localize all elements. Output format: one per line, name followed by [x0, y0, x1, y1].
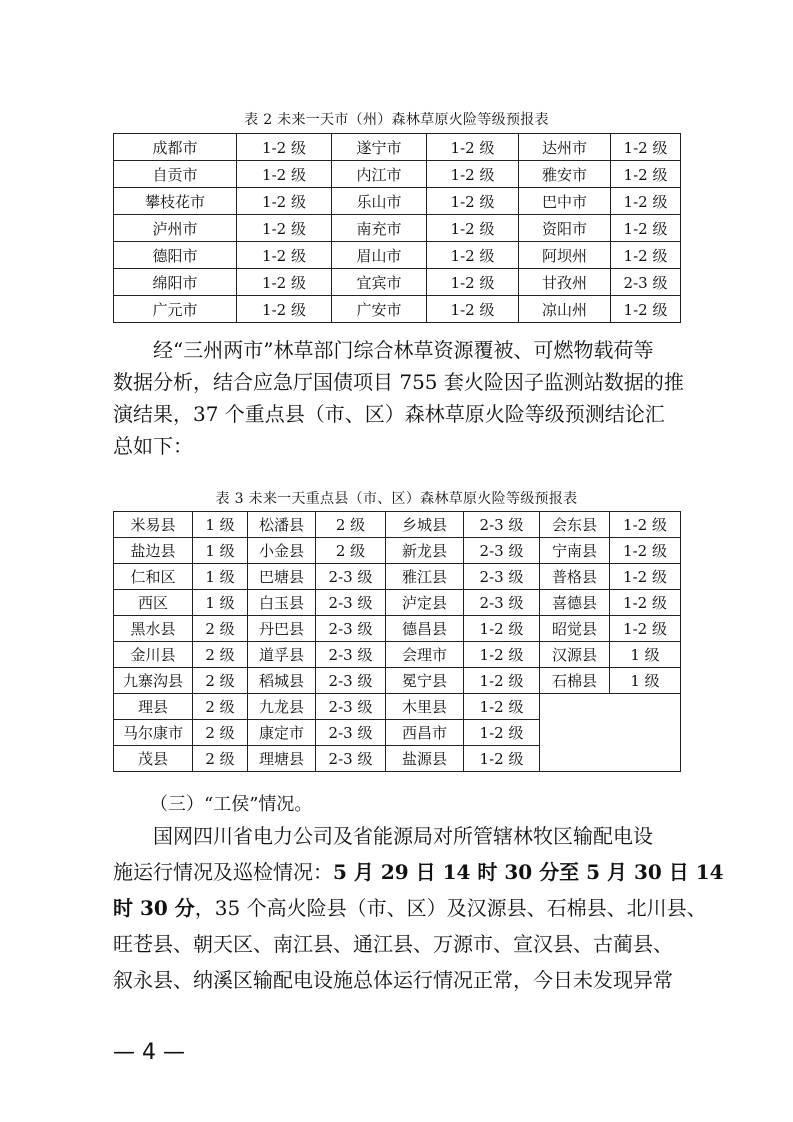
risk-level-cell: 1-2 级	[427, 215, 519, 242]
risk-level-cell: 1-2 级	[237, 188, 332, 215]
risk-level-cell: 2-3 级	[316, 694, 386, 720]
risk-level-cell: 2-3 级	[464, 564, 540, 590]
region-name-cell: 雅江县	[386, 564, 464, 590]
time-range-bold: 时 30 分	[113, 896, 195, 920]
paragraph-line: 总如下：	[113, 434, 193, 458]
risk-level-cell: 2 级	[316, 512, 386, 538]
region-name-cell: 成都市	[114, 134, 237, 161]
risk-level-cell: 2 级	[193, 746, 248, 772]
table2-caption: 表 2 未来一天市（州）森林草原火险等级预报表	[244, 112, 549, 128]
region-name-cell: 米易县	[114, 512, 193, 538]
section-heading: （三）“工侯”情况。	[150, 794, 313, 815]
region-name-cell: 资阳市	[519, 215, 611, 242]
risk-level-cell: 2-3 级	[464, 512, 540, 538]
risk-level-cell: 1-2 级	[611, 296, 681, 323]
risk-level-cell: 1-2 级	[237, 269, 332, 296]
risk-level-cell: 1-2 级	[611, 242, 681, 269]
region-name-cell: 巴塘县	[248, 564, 316, 590]
risk-level-cell: 2 级	[193, 642, 248, 668]
table3-caption: 表 3 未来一天重点县（市、区）森林草原火险等级预报表	[215, 491, 578, 507]
region-name-cell: 理县	[114, 694, 193, 720]
region-name-cell: 泸定县	[386, 590, 464, 616]
table-row	[114, 668, 681, 694]
region-name-cell: 西昌市	[386, 720, 464, 746]
region-name-cell: 九龙县	[248, 694, 316, 720]
risk-level-cell: 1-2 级	[427, 134, 519, 161]
risk-level-cell: 1-2 级	[237, 215, 332, 242]
region-name-cell: 泸州市	[114, 215, 237, 242]
region-name-cell: 盐源县	[386, 746, 464, 772]
region-name-cell: 宁南县	[540, 538, 610, 564]
region-name-cell: 南充市	[332, 215, 427, 242]
city-fire-risk-table	[113, 133, 681, 323]
table-row	[114, 134, 681, 161]
table-row	[114, 538, 681, 564]
risk-level-cell: 1-2 级	[427, 242, 519, 269]
region-name-cell: 丹巴县	[248, 616, 316, 642]
risk-level-cell: 1-2 级	[464, 668, 540, 694]
table-row	[114, 269, 681, 296]
risk-level-cell: 1-2 级	[464, 720, 540, 746]
risk-level-cell: 1-2 级	[237, 134, 332, 161]
region-name-cell: 西区	[114, 590, 193, 616]
risk-level-cell: 1-2 级	[610, 538, 681, 564]
risk-level-cell: 1-2 级	[427, 269, 519, 296]
table-row	[114, 694, 681, 720]
region-name-cell: 德阳市	[114, 242, 237, 269]
risk-level-cell: 1-2 级	[427, 161, 519, 188]
risk-level-cell: 1-2 级	[611, 188, 681, 215]
risk-level-cell: 2-3 级	[316, 720, 386, 746]
region-name-cell: 石棉县	[540, 668, 610, 694]
region-name-cell: 盐边县	[114, 538, 193, 564]
paragraph-line: 数据分析，结合应急厅国债项目 755 套火险因子监测站数据的推	[113, 370, 684, 394]
risk-level-cell: 2 级	[316, 538, 386, 564]
region-name-cell: 汉源县	[540, 642, 610, 668]
risk-level-cell: 2-3 级	[464, 590, 540, 616]
region-name-cell: 广安市	[332, 296, 427, 323]
risk-level-cell: 1-2 级	[464, 616, 540, 642]
region-name-cell: 松潘县	[248, 512, 316, 538]
region-name-cell: 绵阳市	[114, 269, 237, 296]
table-row	[114, 590, 681, 616]
region-name-cell: 内江市	[332, 161, 427, 188]
risk-level-cell: 1-2 级	[610, 564, 681, 590]
table-row	[114, 512, 681, 538]
risk-level-cell: 1-2 级	[611, 215, 681, 242]
risk-level-cell: 1 级	[610, 642, 681, 668]
risk-level-cell: 1-2 级	[427, 296, 519, 323]
region-name-cell: 巴中市	[519, 188, 611, 215]
table-row	[114, 642, 681, 668]
risk-level-cell: 2-3 级	[316, 616, 386, 642]
region-name-cell: 甘孜州	[519, 269, 611, 296]
risk-level-cell: 1-2 级	[611, 161, 681, 188]
region-name-cell: 康定市	[248, 720, 316, 746]
region-name-cell: 金川县	[114, 642, 193, 668]
paragraph-line: 国网四川省电力公司及省能源局对所管辖林牧区输配电设	[153, 824, 653, 848]
risk-level-cell: 1-2 级	[237, 296, 332, 323]
risk-level-cell: 1 级	[193, 590, 248, 616]
risk-level-cell: 2-3 级	[316, 746, 386, 772]
risk-level-cell: 1-2 级	[611, 134, 681, 161]
risk-level-cell: 1 级	[610, 668, 681, 694]
region-name-cell: 昭觉县	[540, 616, 610, 642]
region-name-cell: 冕宁县	[386, 668, 464, 694]
region-name-cell: 木里县	[386, 694, 464, 720]
paragraph-text: ，35 个高火险县（市、区）及汉源县、石棉县、北川县、	[194, 896, 707, 920]
empty-cell	[540, 694, 681, 772]
region-name-cell: 白玉县	[248, 590, 316, 616]
paragraph-text: 施运行情况及巡检情况：	[113, 860, 333, 884]
risk-level-cell: 1-2 级	[610, 590, 681, 616]
risk-level-cell: 2-3 级	[316, 668, 386, 694]
table-row	[114, 296, 681, 323]
region-name-cell: 黑水县	[114, 616, 193, 642]
table-row	[114, 215, 681, 242]
region-name-cell: 喜德县	[540, 590, 610, 616]
region-name-cell: 马尔康市	[114, 720, 193, 746]
risk-level-cell: 1-2 级	[464, 642, 540, 668]
region-name-cell: 普格县	[540, 564, 610, 590]
region-name-cell: 雅安市	[519, 161, 611, 188]
table-row	[114, 188, 681, 215]
table-row	[114, 161, 681, 188]
region-name-cell: 会理市	[386, 642, 464, 668]
risk-level-cell: 2-3 级	[316, 564, 386, 590]
region-name-cell: 广元市	[114, 296, 237, 323]
risk-level-cell: 2 级	[193, 694, 248, 720]
table-row	[114, 616, 681, 642]
region-name-cell: 德昌县	[386, 616, 464, 642]
power-facility-paragraph	[113, 818, 724, 998]
region-name-cell: 理塘县	[248, 746, 316, 772]
risk-level-cell: 2-3 级	[464, 538, 540, 564]
risk-level-cell: 2 级	[193, 668, 248, 694]
region-name-cell: 九寨沟县	[114, 668, 193, 694]
paragraph-line: 叙永县、纳溪区输配电设施总体运行情况正常，今日未发现异常	[113, 968, 673, 992]
risk-level-cell: 1 级	[193, 564, 248, 590]
region-name-cell: 眉山市	[332, 242, 427, 269]
region-name-cell: 茂县	[114, 746, 193, 772]
risk-level-cell: 1-2 级	[610, 616, 681, 642]
paragraph-line: 旺苍县、朝天区、南江县、通江县、万源市、宣汉县、古蔺县、	[113, 932, 673, 956]
page-number: — 4 —	[113, 1040, 185, 1065]
region-name-cell: 达州市	[519, 134, 611, 161]
region-name-cell: 乡城县	[386, 512, 464, 538]
risk-level-cell: 2 级	[193, 616, 248, 642]
risk-level-cell: 2-3 级	[316, 590, 386, 616]
risk-level-cell: 1-2 级	[237, 161, 332, 188]
region-name-cell: 新龙县	[386, 538, 464, 564]
risk-level-cell: 1-2 级	[427, 188, 519, 215]
table-row	[114, 242, 681, 269]
county-fire-risk-table	[113, 511, 681, 772]
risk-level-cell: 1-2 级	[464, 746, 540, 772]
time-range-bold: 5 月 29 日 14 时 30 分至 5 月 30 日 14	[333, 860, 724, 884]
analysis-paragraph	[113, 334, 684, 462]
region-name-cell: 小金县	[248, 538, 316, 564]
risk-level-cell: 2-3 级	[316, 642, 386, 668]
region-name-cell: 道孚县	[248, 642, 316, 668]
risk-level-cell: 1 级	[193, 512, 248, 538]
paragraph-line: 演结果，37 个重点县（市、区）森林草原火险等级预测结论汇	[113, 402, 665, 426]
risk-level-cell: 2 级	[193, 720, 248, 746]
region-name-cell: 自贡市	[114, 161, 237, 188]
risk-level-cell: 1-2 级	[610, 512, 681, 538]
table-row	[114, 564, 681, 590]
region-name-cell: 会东县	[540, 512, 610, 538]
region-name-cell: 稻城县	[248, 668, 316, 694]
risk-level-cell: 2-3 级	[611, 269, 681, 296]
region-name-cell: 乐山市	[332, 188, 427, 215]
region-name-cell: 阿坝州	[519, 242, 611, 269]
region-name-cell: 宜宾市	[332, 269, 427, 296]
risk-level-cell: 1-2 级	[464, 694, 540, 720]
risk-level-cell: 1-2 级	[237, 242, 332, 269]
region-name-cell: 凉山州	[519, 296, 611, 323]
region-name-cell: 攀枝花市	[114, 188, 237, 215]
risk-level-cell: 1 级	[193, 538, 248, 564]
region-name-cell: 遂宁市	[332, 134, 427, 161]
paragraph-line: 经“三州两市”林草部门综合林草资源覆被、可燃物载荷等	[153, 338, 654, 362]
region-name-cell: 仁和区	[114, 564, 193, 590]
